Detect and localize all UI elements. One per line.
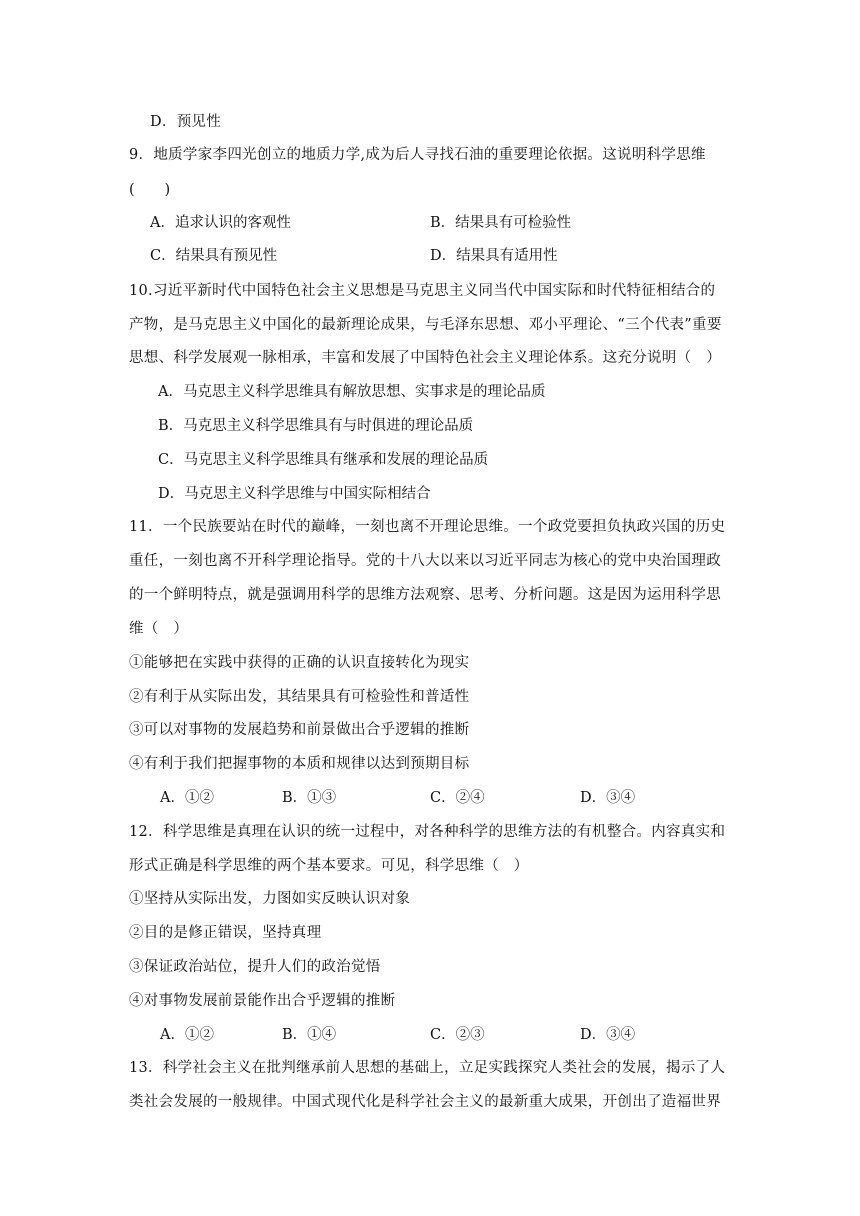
- q12-statement-1: ①坚持从实际出发，力图如实反映认识对象: [129, 891, 411, 907]
- q12-option-c: C．②③: [430, 1027, 485, 1043]
- q11-statement-4: ④有利于我们把握事物的本质和规律以达到预期目标: [129, 756, 470, 772]
- q10-stem-line1: 10.习近平新时代中国特色社会主义思想是马克思主义同当代中国实际和时代特征相结合的: [129, 283, 716, 299]
- q10-option-d: D．马克思主义科学思维与中国实际相结合: [158, 486, 431, 502]
- q11-stem-line2: 重任，一刻也离不开科学理论指导。党的十八大以来以习近平同志为核心的党中央治国理政: [129, 553, 721, 569]
- q9-option-b: B．结果具有可检验性: [430, 215, 572, 231]
- q12-option-a: A．①②: [160, 1027, 214, 1043]
- q10-option-c: C．马克思主义科学思维具有继承和发展的理论品质: [158, 452, 489, 468]
- q12-option-b: B．①④: [282, 1027, 337, 1043]
- q9-option-a: A．追求认识的客观性: [150, 215, 291, 231]
- q12-stem-line2: 形式正确是科学思维的两个基本要求。可见，科学思维（ ）: [129, 858, 529, 874]
- q11-stem-line1: 11．一个民族要站在时代的巅峰，一刻也离不开理论思维。一个政党要担负执政兴国的历史: [129, 519, 726, 535]
- q11-option-b: B．①③: [282, 790, 337, 806]
- q12-statement-4: ④对事物发展前景能作出合乎逻辑的推断: [129, 993, 396, 1009]
- q8-option-d: D．预见性: [150, 114, 222, 130]
- q11-statement-2: ②有利于从实际出发，其结果具有可检验性和普适性: [129, 689, 470, 705]
- q9-stem-line2: ( ): [129, 182, 171, 198]
- q11-stem-line3: 的一个鲜明特点，就是强调用科学的思维方法观察、思考、分析问题。这是因为运用科学思: [129, 587, 721, 603]
- q10-option-a: A．马克思主义科学思维具有解放思想、实事求是的理论品质: [158, 384, 546, 400]
- q9-stem-line1: 9．地质学家李四光创立的地质力学,成为后人寻找石油的重要理论依据。这说明科学思维: [129, 147, 706, 163]
- q11-stem-line4: 维（ ）: [129, 621, 189, 637]
- q10-stem-line3: 思想、科学发展观一脉相承，丰富和发展了中国特色社会主义理论体系。这充分说明（ ）: [129, 350, 721, 366]
- q12-stem-line1: 12．科学思维是真理在认识的统一过程中，对各种科学的思维方法的有机整合。内容真实和: [129, 824, 726, 840]
- q9-option-d: D．结果具有适用性: [430, 248, 558, 264]
- q11-statement-1: ①能够把在实践中获得的正确的认识直接转化为现实: [129, 655, 470, 671]
- q10-stem-line2: 产物，是马克思主义中国化的最新理论成果，与毛泽东思想、邓小平理论、“三个代表”重要: [129, 317, 722, 333]
- q11-option-a: A．①②: [160, 790, 214, 806]
- q9-option-c: C．结果具有预见性: [150, 248, 278, 264]
- q12-option-d: D．③④: [580, 1027, 636, 1043]
- q11-option-c: C．②④: [430, 790, 485, 806]
- q12-statement-3: ③保证政治站位，提升人们的政治觉悟: [129, 959, 381, 975]
- q11-option-d: D．③④: [580, 790, 636, 806]
- q13-stem-line1: 13．科学社会主义在批判继承前人思想的基础上，立足实践探究人类社会的发展，揭示了人: [129, 1060, 726, 1076]
- q11-statement-3: ③可以对事物的发展趋势和前景做出合乎逻辑的推断: [129, 722, 470, 738]
- q12-statement-2: ②目的是修正错误，坚持真理: [129, 925, 322, 941]
- q10-option-b: B．马克思主义科学思维具有与时俱进的理论品质: [158, 418, 474, 434]
- q13-stem-line2: 类社会发展的一般规律。中国式现代化是科学社会主义的最新重大成果，开创出了造福世界: [129, 1094, 721, 1110]
